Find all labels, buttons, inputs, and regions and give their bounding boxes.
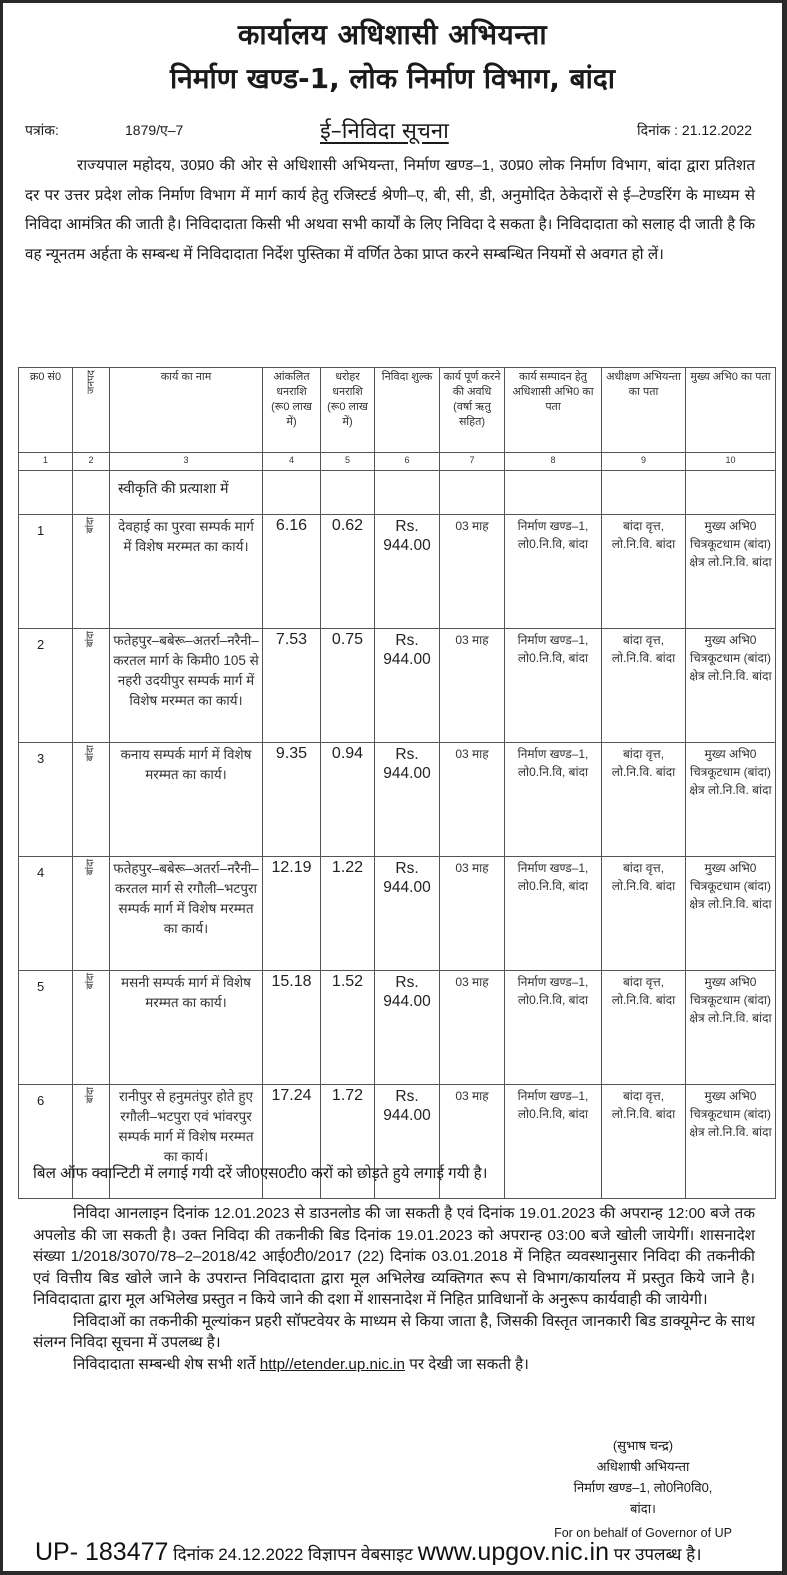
signatory-city: बांदा। bbox=[630, 1501, 656, 1516]
column-number: 7 bbox=[440, 453, 505, 471]
column-number-row bbox=[19, 453, 776, 471]
terms-paragraph bbox=[33, 1354, 755, 1376]
estimated-amount: 9.35 bbox=[263, 743, 321, 857]
estimated-amount: 17.24 bbox=[263, 1085, 321, 1199]
schedule-paragraph: निविदा आनलाइन दिनांक 12.01.2023 से डाउनलोड की जा सकती है एवं दिनांक 19.01.2023 की अपरान्ह 12:00 बजे तक अपलोड की जा सकती है। उक्त निविदा की तकनीकी बिड दिनांक 19.01.2023 को अपरान्ह 03:00 बजे खोली जायेगीं। शासनादेश संख्या 1/2018/3070/78–2–2018/42 आई0टी0/2017 (22) दिनांक 03.01.2018 में निहित व्यवस्थानुसार निविदा की तकनीकी एवं वित्तीय बिड खोले जाने के उपरान्त निविदादाता द्वारा मूल अभिलेख व्यक्तिगत रूप से विभाग/कार्यालय में प्रस्तुत किये जाने है। निविदादाता द्वारा मूल अभिलेख प्रस्तुत न किये जाने की दशा में शासनादेश में निहित प्राविधानों के अनुरूप कार्यवाही की जायेगी। bbox=[33, 1205, 755, 1308]
tender-fee: Rs. 944.00 bbox=[375, 629, 440, 743]
district-name: बांदा bbox=[85, 631, 96, 648]
pending-approval-row bbox=[19, 471, 776, 515]
col-header-estimated-amount: आंकलित धनराशि (रू0 लाख में) bbox=[263, 368, 321, 453]
tender-fee: Rs. 944.00 bbox=[375, 515, 440, 629]
ee-address: निर्माण खण्ड–1, लो0.नि.वि, बांदा bbox=[505, 857, 602, 971]
se-address: बांदा वृत्त, लो.नि.वि. बांदा bbox=[602, 857, 686, 971]
serial-number: 6 bbox=[19, 1085, 73, 1199]
footer-suffix: पर उपलब्ध है। bbox=[613, 1545, 702, 1564]
se-address: बांदा वृत्त, लो.नि.वि. बांदा bbox=[602, 971, 686, 1085]
earnest-money: 0.62 bbox=[321, 515, 375, 629]
ee-address: निर्माण खण्ड–1, लो0.नि.वि, बांदा bbox=[505, 743, 602, 857]
earnest-money: 0.94 bbox=[321, 743, 375, 857]
estimated-amount: 12.19 bbox=[263, 857, 321, 971]
ee-address: निर्माण खण्ड–1, लो0.नि.वि, बांदा bbox=[505, 515, 602, 629]
tender-fee: Rs. 944.00 bbox=[375, 743, 440, 857]
completion-duration: 03 माह bbox=[440, 743, 505, 857]
table-row bbox=[19, 515, 776, 629]
office-title: कार्यालय अधिशासी अभियन्ता bbox=[237, 18, 548, 51]
reference-label: पत्रांक: bbox=[25, 122, 59, 138]
se-address: बांदा वृत्त, लो.नि.वि. बांदा bbox=[602, 515, 686, 629]
district-cell bbox=[73, 857, 110, 971]
estimated-amount: 6.16 bbox=[263, 515, 321, 629]
signatory-behalf: For on behalf of Governor of UP bbox=[554, 1526, 732, 1540]
signatory-name: (सुभाष चन्द्र) bbox=[612, 1438, 674, 1453]
work-name: मसनी सम्पर्क मार्ग में विशेष मरम्मत का कार्य। bbox=[110, 971, 263, 1085]
district-name: बांदा bbox=[85, 859, 96, 876]
completion-duration: 03 माह bbox=[440, 515, 505, 629]
column-number: 10 bbox=[686, 453, 776, 471]
notice-date: दिनांक : 21.12.2022 bbox=[637, 122, 752, 138]
evaluation-paragraph: निविदाओं का तकनीकी मूल्यांकन प्रहरी सॉफ्टवेयर के माध्यम से किया जाता है, जिसकी विस्तृत जानकारी बिड डाक्यूमेन्ट के साथ संलग्न निविदा सूचना में उपलब्ध है। bbox=[33, 1312, 755, 1351]
completion-duration: 03 माह bbox=[440, 971, 505, 1085]
earnest-money: 1.52 bbox=[321, 971, 375, 1085]
serial-number: 5 bbox=[19, 971, 73, 1085]
column-number: 1 bbox=[19, 453, 73, 471]
tender-fee: Rs. 944.00 bbox=[375, 857, 440, 971]
etender-link[interactable]: http//etender.up.nic.in bbox=[259, 1355, 405, 1373]
col-header-work-name: कार्य का नाम bbox=[110, 368, 263, 453]
ee-address: निर्माण खण्ड–1, लो0.नि.वि, बांदा bbox=[505, 971, 602, 1085]
col-header-tender-fee: निविदा शुल्क bbox=[375, 368, 440, 453]
column-number: 2 bbox=[73, 453, 110, 471]
ce-address: मुख्य अभि0 चित्रकूटधाम (बांदा) क्षेत्र लो.नि.वि. बांदा bbox=[686, 515, 776, 629]
column-number: 3 bbox=[110, 453, 263, 471]
ee-address: निर्माण खण्ड–1, लो0.नि.वि, बांदा bbox=[505, 1085, 602, 1199]
ad-code: UP- 183477 bbox=[35, 1538, 169, 1566]
col-header-district bbox=[73, 368, 110, 453]
gst-note: बिल ऑफ क्वान्टिटी में लगाई गयी दरें जी0एस0टी0 करों को छोड़ते हुये लगाई गयी है। bbox=[33, 1165, 488, 1182]
ee-address: निर्माण खण्ड–1, लो0.नि.वि, बांदा bbox=[505, 629, 602, 743]
se-address: बांदा वृत्त, लो.नि.वि. बांदा bbox=[602, 1085, 686, 1199]
terms-section bbox=[33, 1203, 755, 1375]
col-header-serial: क्र0 सं0 bbox=[19, 368, 73, 453]
signatory-designation: अधिशाषी अभियन्ता bbox=[596, 1459, 690, 1474]
table-row bbox=[19, 857, 776, 971]
terms-prefix: निविदादाता सम्बन्धी शेष सभी शर्ते bbox=[73, 1355, 256, 1373]
col-header-earnest-money: धरोहर धनराशि (रू0 लाख में) bbox=[321, 368, 375, 453]
work-name: फतेहपुर–बबेरू–अतर्रा–नरैनी–करतल मार्ग से रगौली–भटपुरा सम्पर्क मार्ग में विशेष मरम्मत का कार्य। bbox=[110, 857, 263, 971]
district-cell bbox=[73, 629, 110, 743]
col-header-ce-address: मुख्य अभि0 का पता bbox=[686, 368, 776, 453]
col-header-ee-address: कार्य सम्पादन हेतु अधिशासी अभि0 का पता bbox=[505, 368, 602, 453]
col-header-district-text: जनपद bbox=[85, 370, 97, 394]
terms-suffix: पर देखी जा सकती है। bbox=[409, 1355, 529, 1373]
tender-table bbox=[18, 367, 776, 1199]
ce-address: मुख्य अभि0 चित्रकूटधाम (बांदा) क्षेत्र लो.नि.वि. बांदा bbox=[686, 629, 776, 743]
notice-title: ई–निविदा सूचना bbox=[320, 119, 449, 144]
footer-ad-line bbox=[35, 1538, 702, 1567]
district-name: बांदा bbox=[85, 517, 96, 534]
website-link[interactable]: www.upgov.nic.in bbox=[417, 1538, 609, 1566]
work-name: कनाय सम्पर्क मार्ग में विशेष मरम्मत का कार्य। bbox=[110, 743, 263, 857]
division-title: निर्माण खण्ड-1, लोक निर्माण विभाग, बांदा bbox=[170, 62, 615, 95]
district-cell bbox=[73, 971, 110, 1085]
district-cell bbox=[73, 515, 110, 629]
tender-fee: Rs. 944.00 bbox=[375, 1085, 440, 1199]
column-number: 6 bbox=[375, 453, 440, 471]
col-header-se-address: अधीक्षण अभियन्ता का पता bbox=[602, 368, 686, 453]
ce-address: मुख्य अभि0 चित्रकूटधाम (बांदा) क्षेत्र लो.नि.वि. बांदा bbox=[686, 1085, 776, 1199]
table-header-row bbox=[19, 368, 776, 453]
earnest-money: 0.75 bbox=[321, 629, 375, 743]
serial-number: 1 bbox=[19, 515, 73, 629]
district-cell bbox=[73, 743, 110, 857]
intro-paragraph: राज्यपाल महोदय, उ0प्र0 की ओर से अधिशासी अभियन्ता, निर्माण खण्ड–1, उ0प्र0 लोक निर्माण विभाग, बांदा द्वारा प्रतिशत दर पर उत्तर प्रदेश लोक निर्माण विभाग में मार्ग कार्य हेतु रजिस्टर्ड श्रेणी–ए, बी, सी, डी, अनुमोदित ठेकेदारों से ई–टेण्डरिंग के माध्यम से निविदा आमंत्रित की जाती है। निविदादाता किसी भी अथवा सभी कार्यों के लिए निविदा दे सकता है। निविदादाता को सलाह दी जाती है कि वह न्यूनतम अर्हता के सम्बन्ध में निविदादाता निर्देश पुस्तिका में वर्णित ठेका प्राप्त करने सम्बन्धित नियमों से अवगत हो लें। bbox=[25, 157, 755, 263]
column-number: 9 bbox=[602, 453, 686, 471]
column-number: 5 bbox=[321, 453, 375, 471]
district-name: बांदा bbox=[85, 745, 96, 762]
ce-address: मुख्य अभि0 चित्रकूटधाम (बांदा) क्षेत्र लो.नि.वि. बांदा bbox=[686, 971, 776, 1085]
serial-number: 2 bbox=[19, 629, 73, 743]
col-header-duration: कार्य पूर्ण करने की अवधि (वर्षा ऋतु सहित) bbox=[440, 368, 505, 453]
completion-duration: 03 माह bbox=[440, 857, 505, 971]
table-row bbox=[19, 743, 776, 857]
pending-approval-label: स्वीकृति की प्रत्याशा में bbox=[110, 471, 263, 515]
work-name: फतेहपुर–बबेरू–अतर्रा–नरैनी–करतल मार्ग के किमी0 105 से नहरी उदयीपुर सम्पर्क मार्ग में विशेष मरम्मत का कार्य। bbox=[110, 629, 263, 743]
completion-duration: 03 माह bbox=[440, 1085, 505, 1199]
signatory-division: निर्माण खण्ड–1, लो0नि0वि0, bbox=[573, 1480, 713, 1495]
earnest-money: 1.72 bbox=[321, 1085, 375, 1199]
district-name: बांदा bbox=[85, 973, 96, 990]
district-name: बांदा bbox=[85, 1087, 96, 1104]
ce-address: मुख्य अभि0 चित्रकूटधाम (बांदा) क्षेत्र लो.नि.वि. बांदा bbox=[686, 857, 776, 971]
signature-block bbox=[523, 1435, 763, 1544]
se-address: बांदा वृत्त, लो.नि.वि. बांदा bbox=[602, 743, 686, 857]
tender-fee: Rs. 944.00 bbox=[375, 971, 440, 1085]
ce-address: मुख्य अभि0 चित्रकूटधाम (बांदा) क्षेत्र लो.नि.वि. बांदा bbox=[686, 743, 776, 857]
ad-date-text: दिनांक 24.12.2022 विज्ञापन वेबसाइट bbox=[173, 1545, 413, 1564]
reference-line bbox=[25, 115, 752, 144]
table-row bbox=[19, 629, 776, 743]
work-name: देवहाई का पुरवा सम्पर्क मार्ग में विशेष मरम्मत का कार्य। bbox=[110, 515, 263, 629]
estimated-amount: 15.18 bbox=[263, 971, 321, 1085]
serial-number: 3 bbox=[19, 743, 73, 857]
column-number: 8 bbox=[505, 453, 602, 471]
column-number: 4 bbox=[263, 453, 321, 471]
se-address: बांदा वृत्त, लो.नि.वि. बांदा bbox=[602, 629, 686, 743]
reference-number: 1879/ए–7 bbox=[125, 122, 184, 138]
serial-number: 4 bbox=[19, 857, 73, 971]
estimated-amount: 7.53 bbox=[263, 629, 321, 743]
earnest-money: 1.22 bbox=[321, 857, 375, 971]
work-name: रानीपुर से हनुमतंपुर होते हुए रगौली–भटपुरा एवं भांवरपुर सम्पर्क मार्ग में विशेष मरम्मत का कार्य। bbox=[110, 1085, 263, 1199]
completion-duration: 03 माह bbox=[440, 629, 505, 743]
table-row bbox=[19, 971, 776, 1085]
